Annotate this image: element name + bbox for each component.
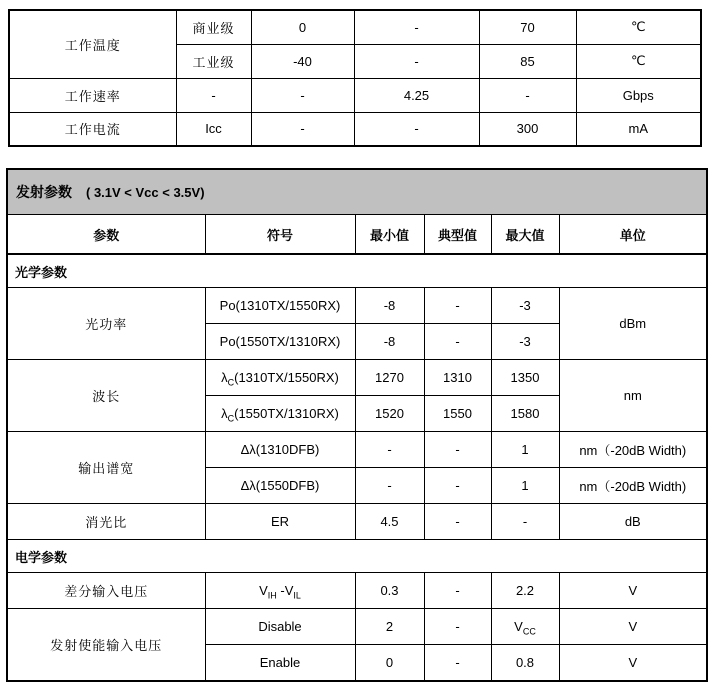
cell-min: 4.5 [355, 504, 424, 540]
cell-min: 0 [251, 10, 354, 44]
cell-param-operating-current: 工作电流 [9, 112, 176, 146]
row-operating-rate [9, 78, 701, 112]
header-min: 最小值 [355, 215, 424, 255]
cell-grade-commercial: 商业级 [176, 10, 251, 44]
cell-typ: 4.25 [354, 78, 479, 112]
section-optical-parameters [7, 254, 707, 288]
cell-min: -8 [355, 288, 424, 324]
row-extinction-ratio [7, 504, 707, 540]
cell-symbol: - [176, 78, 251, 112]
cell-max: 1350 [491, 360, 559, 396]
section-label-optical: 光学参数 [7, 254, 707, 288]
cell-symbol: $\lambda_C(1550TX/1310RX)$ [205, 396, 355, 432]
cell-typ: - [354, 112, 479, 146]
header-unit: 单位 [559, 215, 707, 255]
cell-param-operating-temperature: 工作温度 [9, 10, 176, 78]
cell-unit: dB [559, 504, 707, 540]
section-label-electrical: 电学参数 [7, 540, 707, 573]
cell-symbol: Po(1310TX/1550RX) [205, 288, 355, 324]
cell-symbol: $V_{IH}$ $-V_{IL}$ [205, 573, 355, 609]
cell-param-tx-enable-input-voltage: 发射使能输入电压 [7, 609, 205, 681]
section-electrical-parameters [7, 540, 707, 573]
cell-max: 0.8 [491, 645, 559, 681]
cell-min: -40 [251, 44, 354, 78]
cell-max: -3 [491, 288, 559, 324]
cell-min: 0 [355, 645, 424, 681]
cell-min: - [355, 432, 424, 468]
cell-param-extinction-ratio: 消光比 [7, 504, 205, 540]
header-max: 最大值 [491, 215, 559, 255]
cell-max: 85 [479, 44, 576, 78]
cell-param-optical-power: 光功率 [7, 288, 205, 360]
row-optical-power-1310 [7, 288, 707, 324]
header-symbol: 符号 [205, 215, 355, 255]
cell-min: - [251, 112, 354, 146]
cell-max: - [491, 504, 559, 540]
cell-max: 1 [491, 432, 559, 468]
cell-typ: - [354, 10, 479, 44]
cell-symbol: Δλ(1310DFB) [205, 432, 355, 468]
cell-param-differential-input-voltage: 差分输入电压 [7, 573, 205, 609]
row-operating-current [9, 112, 701, 146]
cell-unit: nm（-20dB Width) [559, 432, 707, 468]
cell-max: -3 [491, 324, 559, 360]
cell-symbol: Disable [205, 609, 355, 645]
cell-symbol: Icc [176, 112, 251, 146]
header-typ: 典型值 [424, 215, 491, 255]
cell-unit: ℃ [576, 10, 701, 44]
cell-unit: V [559, 645, 707, 681]
cell-param-spectral-width: 输出谱宽 [7, 432, 205, 504]
cell-max: 1580 [491, 396, 559, 432]
cell-unit-dbm: dBm [559, 288, 707, 360]
row-wavelength-1310 [7, 360, 707, 396]
cell-min: - [355, 468, 424, 504]
cell-typ: - [424, 609, 491, 645]
cell-max: - [479, 78, 576, 112]
row-operating-temperature-commercial [9, 10, 701, 44]
cell-grade-industrial: 工业级 [176, 44, 251, 78]
table-title-condition: ( 3.1V < Vcc < 3.5V) [86, 185, 205, 200]
cell-max: 300 [479, 112, 576, 146]
cell-max: 70 [479, 10, 576, 44]
cell-typ: - [424, 288, 491, 324]
cell-typ: 1550 [424, 396, 491, 432]
cell-min: -8 [355, 324, 424, 360]
cell-typ: - [424, 504, 491, 540]
cell-min: - [251, 78, 354, 112]
header-param: 参数 [7, 215, 205, 255]
cell-symbol: Δλ(1550DFB) [205, 468, 355, 504]
cell-min: 1270 [355, 360, 424, 396]
table-title-cell [7, 169, 707, 215]
cell-param-wavelength: 波长 [7, 360, 205, 432]
table-title: 发射参数 [16, 184, 72, 200]
table-title-bar [7, 169, 707, 215]
cell-symbol: ER [205, 504, 355, 540]
operating-conditions-table [8, 9, 702, 147]
cell-unit-nm: nm [559, 360, 707, 432]
cell-typ: - [424, 432, 491, 468]
header-row [7, 215, 707, 255]
cell-min: 1520 [355, 396, 424, 432]
cell-max: $V_{CC}$ [491, 609, 559, 645]
cell-symbol: Enable [205, 645, 355, 681]
cell-typ: - [424, 573, 491, 609]
cell-symbol: $\lambda_C(1310TX/1550RX)$ [205, 360, 355, 396]
cell-symbol: Po(1550TX/1310RX) [205, 324, 355, 360]
row-differential-input-voltage [7, 573, 707, 609]
cell-typ: 1310 [424, 360, 491, 396]
cell-max: 1 [491, 468, 559, 504]
cell-max: 2.2 [491, 573, 559, 609]
cell-unit: V [559, 573, 707, 609]
transmitter-parameters-table [6, 168, 708, 682]
row-tx-disable [7, 609, 707, 645]
row-spectral-width-1310 [7, 432, 707, 468]
cell-unit: ℃ [576, 44, 701, 78]
cell-min: 0.3 [355, 573, 424, 609]
cell-typ: - [424, 468, 491, 504]
cell-param-operating-rate: 工作速率 [9, 78, 176, 112]
cell-typ: - [354, 44, 479, 78]
cell-unit: V [559, 609, 707, 645]
cell-unit: Gbps [576, 78, 701, 112]
cell-typ: - [424, 324, 491, 360]
cell-typ: - [424, 645, 491, 681]
cell-unit: mA [576, 112, 701, 146]
cell-unit: nm（-20dB Width) [559, 468, 707, 504]
cell-min: 2 [355, 609, 424, 645]
